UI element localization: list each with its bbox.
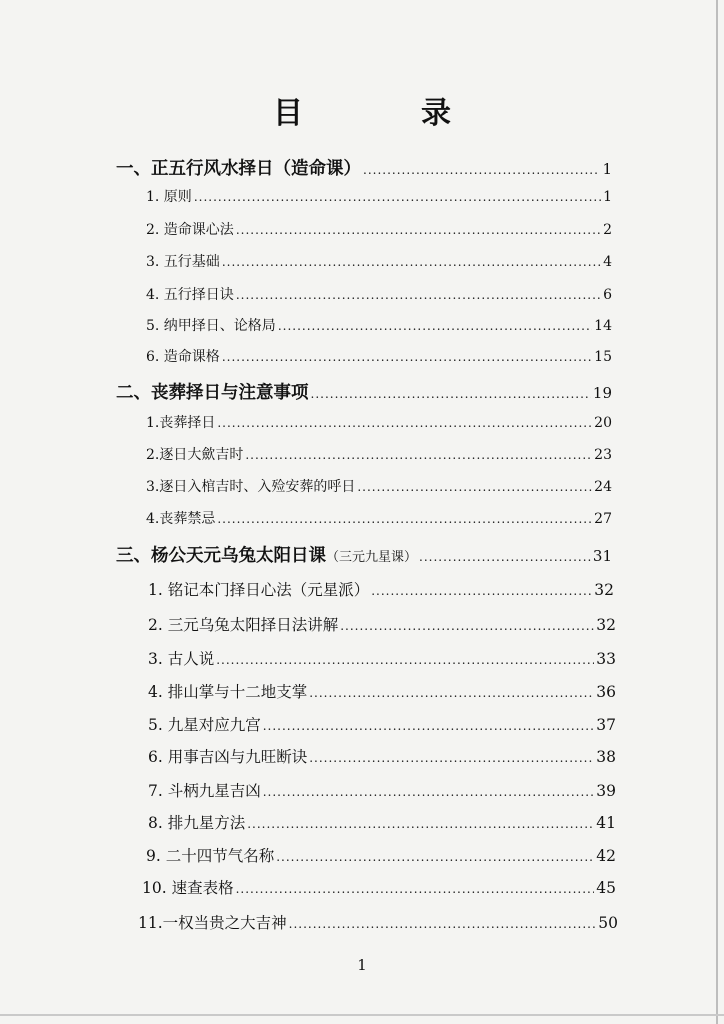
toc-page: 6 bbox=[603, 287, 612, 303]
toc-page: 19 bbox=[592, 384, 612, 402]
toc-page: 36 bbox=[596, 683, 616, 701]
toc-entry-1-4 bbox=[146, 284, 612, 304]
toc-page: 23 bbox=[594, 447, 612, 463]
toc-page: 38 bbox=[596, 748, 616, 766]
toc-page: 33 bbox=[596, 650, 616, 668]
toc-page: 45 bbox=[596, 879, 616, 897]
toc-label: 二、丧葬择日与注意事项 bbox=[116, 383, 309, 403]
toc-page: 24 bbox=[594, 479, 612, 495]
toc-section-3 bbox=[116, 542, 612, 567]
toc-page: 27 bbox=[594, 511, 612, 527]
toc-page: 20 bbox=[594, 415, 612, 431]
toc-label: 8. 排九星方法 bbox=[148, 814, 246, 832]
title-char-2: 录 bbox=[421, 96, 451, 131]
toc-entry-3-10 bbox=[142, 876, 616, 898]
toc-label: 一、正五行风水择日（造命课） bbox=[116, 159, 361, 179]
toc-label: 2. 三元乌兔太阳择日法讲解 bbox=[148, 616, 339, 634]
toc-label: 2. 造命课心法 bbox=[146, 222, 234, 238]
toc-label: 3. 五行基础 bbox=[146, 254, 220, 270]
toc-page: 31 bbox=[592, 547, 612, 565]
page-title bbox=[0, 88, 724, 132]
toc-label: 三、杨公天元乌兔太阳日课 bbox=[116, 546, 326, 566]
page-number: 1 bbox=[357, 956, 367, 974]
toc-entry-1-3 bbox=[146, 251, 612, 271]
toc-label: 9. 二十四节气名称 bbox=[146, 847, 275, 865]
toc-label: 3. 古人说 bbox=[148, 650, 215, 668]
page-edge-right bbox=[716, 0, 718, 1024]
toc-label: 7. 斗柄九星吉凶 bbox=[148, 782, 261, 800]
toc-entry-3-5 bbox=[148, 713, 616, 735]
toc-label: 1. 原则 bbox=[146, 189, 192, 205]
toc-label: 3.逐日入棺吉时、入殓安葬的呼日 bbox=[146, 479, 356, 495]
toc-entry-3-11 bbox=[138, 911, 618, 933]
toc-entry-3-6 bbox=[148, 745, 616, 767]
toc-page: 4 bbox=[603, 254, 612, 270]
toc-entry-3-2 bbox=[148, 613, 616, 635]
toc-entry-2-4 bbox=[146, 508, 612, 528]
toc-entry-3-9 bbox=[146, 844, 616, 866]
toc-entry-1-2 bbox=[146, 219, 612, 239]
toc-entry-1-1 bbox=[146, 186, 612, 206]
toc-entry-3-7 bbox=[148, 779, 616, 801]
toc-entry-3-8 bbox=[148, 811, 616, 833]
toc-page: 14 bbox=[594, 318, 612, 334]
toc-page: 37 bbox=[596, 716, 616, 734]
toc-page: 32 bbox=[594, 581, 614, 599]
toc-label: 5. 九星对应九宫 bbox=[148, 716, 261, 734]
toc-label: 4. 五行择日诀 bbox=[146, 287, 234, 303]
toc-entry-3-1 bbox=[148, 578, 614, 600]
toc-entry-2-3 bbox=[146, 476, 612, 496]
toc-entry-2-2 bbox=[146, 444, 612, 464]
toc-entry-3-4 bbox=[148, 680, 616, 702]
toc-label: 1. 铭记本门择日心法（元星派） bbox=[148, 581, 370, 599]
toc-note: （三元九星课） bbox=[326, 550, 418, 565]
toc-label: 4.丧葬禁忌 bbox=[146, 511, 216, 527]
toc-label: 4. 排山掌与十二地支掌 bbox=[148, 683, 308, 701]
toc-page: 42 bbox=[596, 847, 616, 865]
toc-entry-2-1 bbox=[146, 412, 612, 432]
toc-entry-1-5 bbox=[146, 315, 612, 335]
toc-page: 1 bbox=[603, 189, 612, 205]
toc-label: 10. 速查表格 bbox=[142, 879, 234, 897]
toc-page: 15 bbox=[594, 349, 612, 365]
toc-label: 11.一权当贵之大吉神 bbox=[138, 914, 287, 932]
toc-label: 2.逐日大歛吉时 bbox=[146, 447, 244, 463]
toc-label: 6. 造命课格 bbox=[146, 349, 220, 365]
toc-entry-3-3 bbox=[148, 647, 616, 669]
toc-entry-1-6 bbox=[146, 346, 612, 366]
toc-page: 41 bbox=[596, 814, 616, 832]
page-edge-bottom bbox=[0, 1014, 724, 1016]
toc-label: 1.丧葬择日 bbox=[146, 415, 216, 431]
toc-label: 6. 用事吉凶与九旺断诀 bbox=[148, 748, 308, 766]
toc-page: 1 bbox=[602, 160, 612, 178]
toc-section-2 bbox=[116, 379, 612, 404]
toc-page: 32 bbox=[596, 616, 616, 634]
title-char-1: 目 bbox=[273, 96, 303, 131]
toc-section-1 bbox=[116, 155, 612, 180]
toc-page: 39 bbox=[596, 782, 616, 800]
toc-page: 2 bbox=[603, 222, 612, 238]
toc-page: 50 bbox=[598, 914, 618, 932]
toc-label: 5. 纳甲择日、论格局 bbox=[146, 318, 276, 334]
